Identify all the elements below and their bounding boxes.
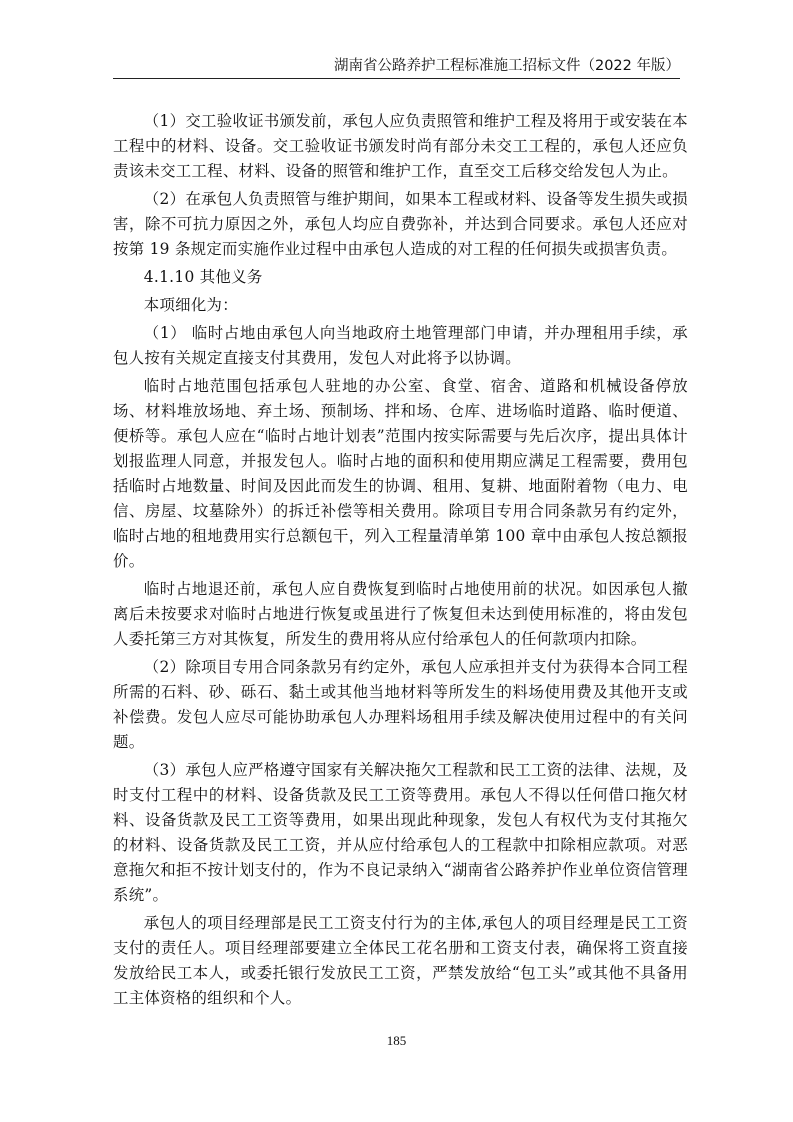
page-body (113, 109, 688, 1011)
paragraph-care-before-certificate: （1）交工验收证书颁发前，承包人应负责照管和维护工程及将用于或安装在本工程中的材料、设备。交工验收证书颁发时尚有部分未交工工程的，承包人还应负责该未交工工程、材料、设备的照管和维护工作，直至交工后移交给发包人为止。 (113, 112, 688, 180)
paragraph-temporary-land-application: （1） 临时占地由承包人向当地政府土地管理部门申请，并办理租用手续，承包人按有关规定直接支付其费用，发包人对此将予以协调。 (113, 324, 688, 367)
paragraph-wage-responsibility: 承包人的项目经理部是民工工资支付行为的主体,承包人的项目经理是民工工资支付的责任人。项目经理部要建立全体民工花名册和工资支付表，确保将工资直接发放给民工本人，或委托银行发放民工工资，严禁发放给“包工头”或其他不具备用工主体资格的组织和个人。 (113, 914, 688, 1007)
header-rule (113, 78, 680, 79)
paragraph-local-materials: （2）除项目专用合同条款另有约定外，承包人应承担并支付为获得本合同工程所需的石料、砂、砾石、黏土或其他当地材料等所发生的料场使用费及其他开支或补偿费。发包人应尽可能协助承包人办理料场租用手续及解决使用过程中的有关问题。 (113, 658, 688, 751)
header-title: 湖南省公路养护工程标准施工招标文件（2022 年版） (333, 58, 680, 74)
paragraph-damage-during-care: （2）在承包人负责照管与维护期间，如果本工程或材料、设备等发生损失或损害，除不可抗力原因之外，承包人均应自费弥补，并达到合同要求。承包人还应对按第 19 条规定而实施作业过程中由承包人造成的对工程的任何损失或损害负责。 (113, 190, 688, 258)
page-number: 185 (386, 1033, 407, 1048)
paragraph-temporary-land-restoration: 临时占地退还前，承包人应自费恢复到临时占地使用前的状况。如因承包人撤离后未按要求对临时占地进行恢复或虽进行了恢复但未达到使用标准的，将由发包人委托第三方对其恢复，所发生的费用将从应付给承包人的任何款项内扣除。 (113, 580, 688, 648)
paragraph-refinement-intro: 本项细化为： (143, 296, 238, 314)
section-heading-other-obligations: 4.1.10 其他义务 (143, 268, 263, 286)
paragraph-temporary-land-scope: 临时占地范围包括承包人驻地的办公室、食堂、宿舍、道路和机械设备停放场、材料堆放场地、弃土场、预制场、拌和场、仓库、进场临时道路、临时便道、便桥等。承包人应在“临时占地计划表”范围内按实际需要与先后次序，提出具体计划报监理人同意，并报发包人。临时占地的面积和使用期应满足工程需要，费用包括临时占地数量、时间及因此而发生的协调、租用、复耕、地面附着物（电力、电信、房屋、坟墓除外）的拆迁补偿等相关费用。除项目专用合同条款另有约定外，临时占地的租地费用实行总额包干，列入工程量清单第 100 章中由承包人按总额报价。 (113, 377, 688, 570)
page-header (113, 52, 680, 80)
paragraph-wage-payment-law: （3）承包人应严格遵守国家有关解决拖欠工程款和民工工资的法律、法规，及时支付工程中的材料、设备货款及民工工资等费用。承包人不得以任何借口拖欠材料、设备货款及民工工资等费用，如果出现此种现象，发包人有权代为支付其拖欠的材料、设备货款及民工工资，并从应付给承包人的工程款中扣除相应款项。对恶意拖欠和拒不按计划支付的，作为不良记录纳入“湖南省公路养护作业单位资信管理系统”。 (113, 761, 688, 904)
